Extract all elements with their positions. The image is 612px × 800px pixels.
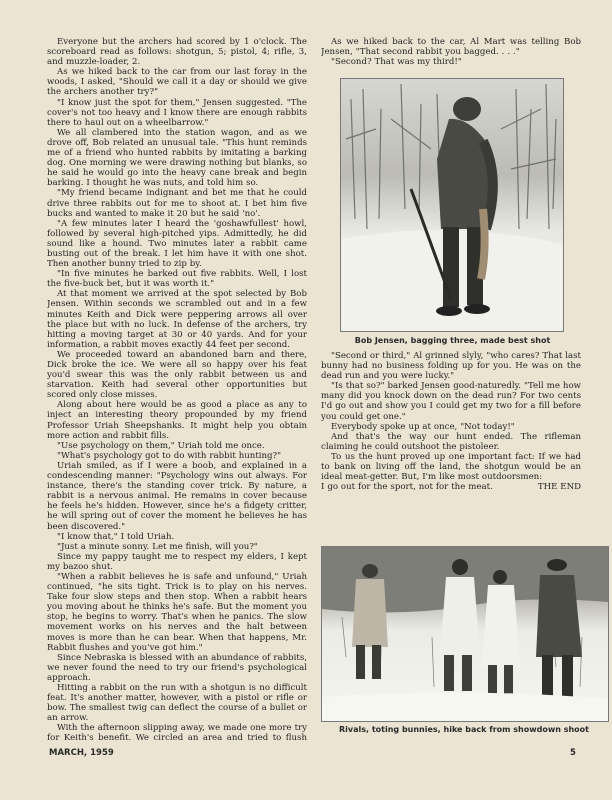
paragraph: And that's the way our hunt ended. The rifleman claiming he could outshoot the pistoleer. (321, 431, 581, 452)
paragraph: With the afternoon slipping away, we made one more try for Keith's benefit. We circled an area and tried to flush (47, 723, 307, 742)
paragraph: "Just a minute sonny. Let me finish, will you?" (57, 541, 258, 552)
page-number: 5 (570, 748, 576, 758)
the-end-mark: THE END (537, 482, 581, 493)
paragraph: Since Nebraska is blessed with an abundance of rabbits, we never found the need to try our friend's psychological approach. (47, 652, 307, 683)
paragraph: "I know just the spot for them," Jensen suggested. "The cover's not too heavy and I know there are enough rabbits there to haul out on a wheelbarrow." (47, 97, 307, 128)
issue-date: MARCH, 1959 (49, 748, 114, 758)
paragraph: "A few minutes later I heard the 'goshawfullest' howl, followed by several high-pitched yips. Admittedly, he did sound like a hound. Two minutes later a rabbit came busting out of the break. I let him have it with one shot. Then another bunny tried to zip by. (47, 218, 307, 270)
hunter-photo-illustration (341, 79, 563, 331)
paragraph: Uriah smiled, as if I were a boob, and explained in a condescending manner: "Psychology wins out always. For instance, there's the standing cover trick. By nature, a rabbit is a nervous animal. He remains in cover because he feels he's hidden. However, since he's a fidgety critter, he will spring out of cover the moment he believes he has been discovered." (47, 460, 307, 532)
paragraph: "In five minutes he barked out five rabbits. Well, I lost the five-buck bet, but it was worth it." (47, 269, 307, 290)
paragraph: Everyone but the archers had scored by 1 o'clock. The scoreboard read as follows: shotgun, 5; pistol, 4; rifle, 3, and muzzle-loader, 2. (47, 37, 307, 68)
paragraph: "I know that," I told Uriah. (57, 531, 175, 542)
paragraph: Hitting a rabbit on the run with a shotgun is no difficult feat. It's another matter, however, with a pistol or rifle or bow. The smallest twig can deflect the course of a bullet or an arrow. (47, 683, 307, 724)
closing-sentence: I go out for the sport, not for the meat. (321, 482, 493, 493)
photo-caption: Rivals, toting bunnies, hike back from showdown shoot (339, 725, 589, 734)
paragraph: We proceeded toward an abandoned barn and there, Dick broke the ice. We were all so happy over his feat you'd swear this was the only rabbit between us and starvation. Keith had several other opportunities but scored only close misses. (47, 349, 307, 401)
paragraph: As we hiked back to the car from our last foray in the woods, I asked, "Should we call it a day or should we give the archers another try?" (47, 67, 307, 98)
paragraph: As we hiked back to the car, Al Mart was telling Bob Jensen, "That second rabbit you bagged. . . ." (321, 37, 581, 58)
article-left-column (47, 37, 307, 742)
paragraph: "When a rabbit believes he is safe and unfound," Uriah continued, "he sits tight. Trick is to play on his nerves. Take four slow steps and then stop. When a rabbit hears you moving about he thinks he's safe. But the moment you stop, he begins to worry. That's when he panics. The slow movement works on his nerves and the halt between moves is more than he can bear. When that happens, Mr. Rabbit flushes and you've got him." (47, 571, 307, 653)
paragraph: "My friend became indignant and bet me that he could drive three rabbits out for me to shoot at. I bet him five bucks and wanted to make it 20 but he said 'no'. (47, 188, 307, 219)
paragraph: At that moment we arrived at the spot selected by Bob Jensen. Within seconds we scrambled out and in a few minutes Keith and Dick were peppering arrows all over the place but with no luck. In defense of the archers, try hitting a moving target at 30 or 40 yards. And for your information, a rabbit moves exactly 44 feet per second. (47, 289, 307, 350)
paragraph: "What's psychology got to do with rabbit hunting?" (57, 450, 282, 461)
article-right-column-bottom (321, 351, 581, 554)
paragraph: "Second or third," Al grinned slyly, "who cares? That last bunny had no business folding up for you. He was on the dead run and you were lucky." (321, 351, 581, 382)
closing-line (321, 482, 581, 492)
paragraph: Since my pappy taught me to respect my elders, I kept my bazoo shut. (47, 551, 307, 572)
paragraph: Everybody spoke up at once, "Not today!" (331, 421, 515, 432)
paragraph: Along about here would be as good a place as any to inject an interesting theory propounded by my friend Professor Uriah Sheepshanks. It might help you obtain more action and rabbit fills. (47, 400, 307, 441)
hunter-bagging-rabbit-photo (340, 78, 564, 332)
hunters-hiking-back-photo (321, 546, 609, 722)
paragraph: "Use psychology on them," Uriah told me once. (57, 440, 265, 451)
paragraph: We all clambered into the station wagon, and as we drove off, Bob related an unusual tale. "This hunt reminds me of a friend who hunted rabbits by imitating a barking dog. One morning we were drawing nothing but blanks, so he said he would go into the heavy cane break and begin barking. I thought he was nuts, and told him so. (47, 127, 307, 189)
paragraph: "Is that so?" barked Jensen good-naturedly. "Tell me how many did you knock down on the dead run? For two cents I'd go out and show you I could get my two for a fill before you could get one." (321, 381, 581, 422)
hunters-photo-illustration (322, 547, 608, 721)
article-right-column-top (321, 37, 581, 71)
paragraph: To us the hunt proved up one important fact: If we had to bank on living off the land, the shotgun would be an ideal meat-getter. But, I'm like most outdoorsmen: (321, 451, 581, 483)
photo-caption: Bob Jensen, bagging three, made best shot (354, 336, 551, 345)
paragraph: "Second? That was my third!" (331, 57, 462, 68)
